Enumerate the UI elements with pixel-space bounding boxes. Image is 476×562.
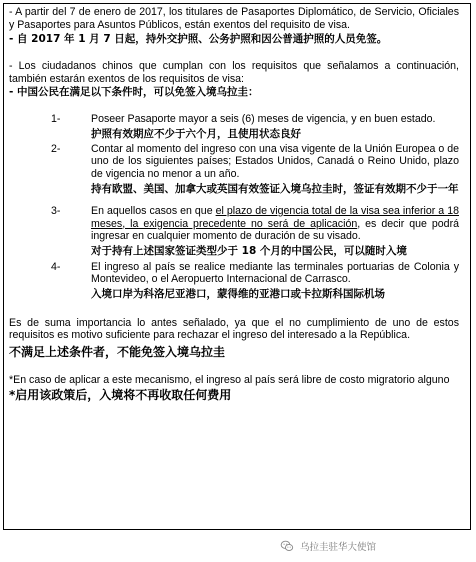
item-text-zh: 护照有效期应不少于六个月，且使用状态良好: [91, 127, 301, 140]
item-text-es: [91, 205, 459, 243]
item-text-es-underlined: el plazo de vigencia total de la visa sea inferior a 18 meses, la exigencia precedente no será de aplicación: [91, 205, 459, 230]
intro-es: - A partir del 7 de enero de 2017, los titulares de Pasaportes Diplomático, de Servicio, Oficiales y Pasaportes para Asuntos Públicos, están exentos del requisito de visa.: [9, 6, 459, 31]
item-text-zh: 对于持有上述国家签证类型少于 18 个月的中国公民，可以随时入境: [91, 244, 407, 257]
item-number: 4-: [51, 260, 61, 273]
item-text-zh: 持有欧盟、美国、加拿大或英国有效签证入境乌拉圭时，签证有效期不少于一年: [91, 183, 459, 195]
item-text-es: El ingreso al país se realice mediante las terminales portuarias de Colonia y Montevideo, o el Aeropuerto Internacional de Carrasco.: [91, 260, 459, 285]
wechat-icon: [280, 539, 294, 553]
list-item: [9, 261, 459, 301]
warning-zh: 不满足上述条件者，不能免签入境乌拉圭: [9, 344, 226, 359]
document-body: [9, 6, 459, 403]
item-text-es-after: , es decir que podrá ingresar en cualquier momento de duración de su visado.: [91, 217, 459, 242]
note-es: *En caso de aplicar a este mecanismo, el ingreso al país será libre de costo migratorio alguno: [9, 373, 450, 386]
item-number: 2-: [51, 142, 61, 155]
watermark: [280, 536, 470, 556]
item-text-es: Poseer Pasaporte mayor a seis (6) meses de vigencia, y en buen estado.: [91, 113, 436, 125]
item-text-es: Contar al momento del ingreso con una visa vigente de la Unión Europea o de uno de los siguientes países; Estados Unidos, Canadá o Reino Unido, plazo de vigencia no menor a un año.: [91, 142, 459, 180]
item-number: 1-: [51, 113, 61, 125]
list-item: [9, 143, 459, 197]
watermark-text: 乌拉圭驻华大使馆: [300, 542, 377, 553]
item-text-zh: 入境口岸为科洛尼亚港口，蒙得维的亚港口或卡拉斯科国际机场: [91, 287, 385, 300]
item-text-es-before: En aquellos casos en que: [91, 205, 216, 217]
item-number: 3-: [51, 205, 61, 217]
warning-es: Es de suma importancia lo antes señalado, ya que el no cumplimiento de uno de estos requisitos es motivo suficiente para rechazar el ingreso del interesado a la República.: [9, 316, 459, 341]
list-item: [9, 205, 459, 258]
intro-zh: - 自 2017 年 1 月 7 日起，持外交护照、公务护照和因公普通护照的人员免签。: [9, 33, 388, 45]
conditions-intro-es: - Los ciudadanos chinos que cumplan con los requisitos que señalamos a continuación, también estarán exentos de los requisitos de visa:: [9, 60, 459, 85]
conditions-intro-zh: - 中国公民在满足以下条件时，可以免签入境乌拉圭：: [9, 86, 259, 98]
list-item: [9, 113, 459, 141]
note-zh: *启用该政策后，入境将不再收取任何费用: [9, 388, 232, 402]
